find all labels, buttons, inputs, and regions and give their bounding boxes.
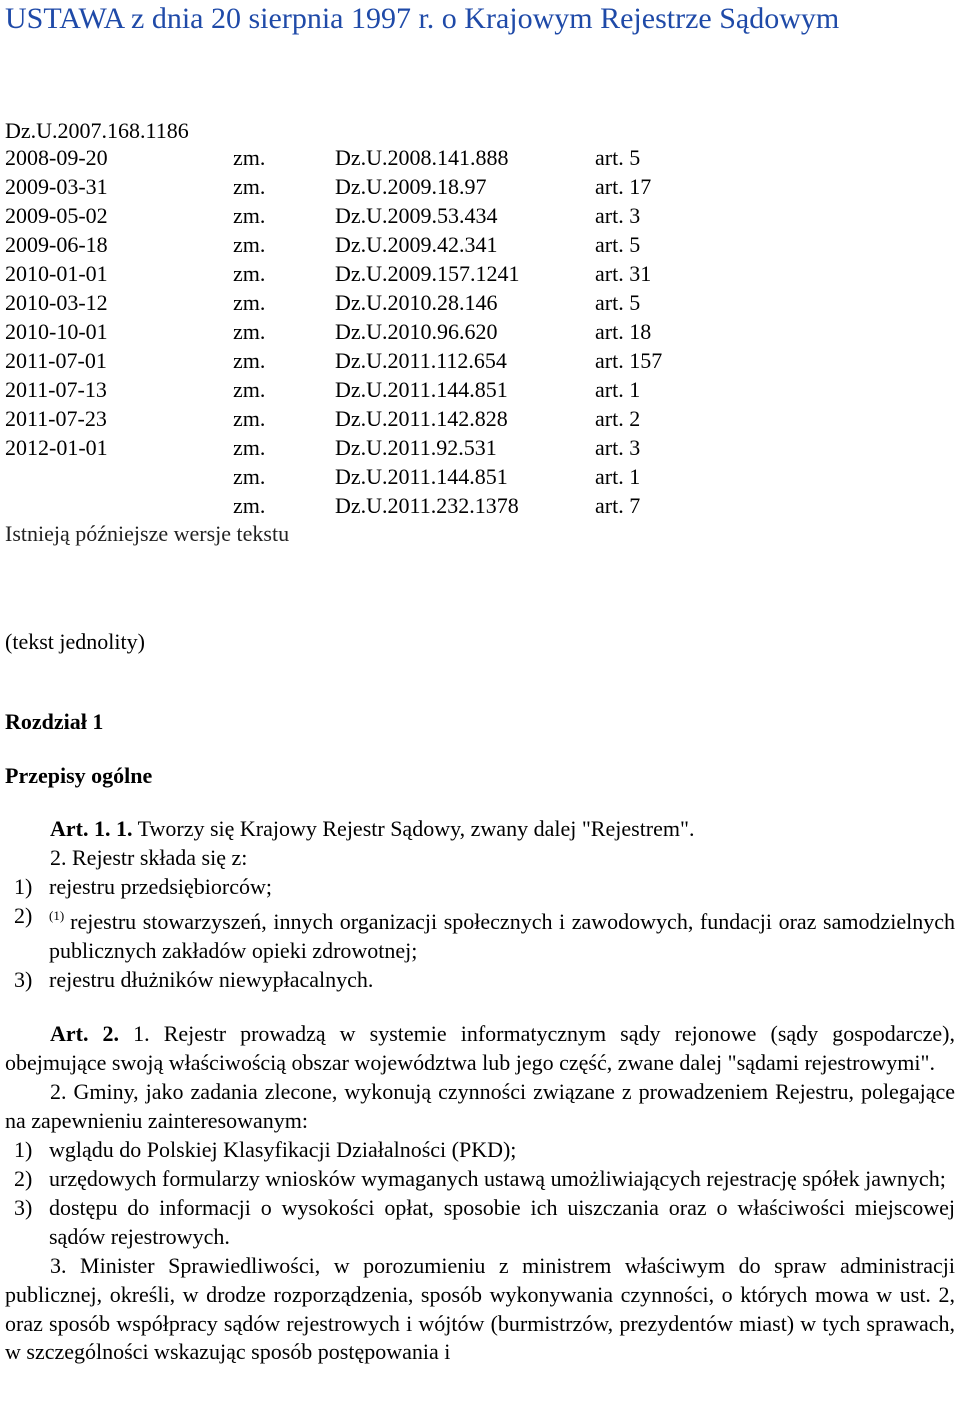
list-item-text: urzędowych formularzy wniosków wymaganych ustawą umożliwiających rejestrację spółek jawnych;: [49, 1165, 946, 1191]
amendment-journal-ref[interactable]: Dz.U.2011.144.851: [335, 377, 508, 402]
amendment-journal-ref[interactable]: Dz.U.2011.144.851: [335, 464, 508, 489]
amendment-type: zm.: [233, 319, 266, 344]
art1-list-item: [5, 902, 955, 966]
amendment-article: art. 157: [595, 348, 663, 373]
list-item-text: rejestru dłużników niewypłacalnych.: [49, 966, 374, 992]
amendment-row: [5, 462, 705, 491]
law-body: [5, 815, 955, 1367]
art2-list-item: [5, 1136, 955, 1165]
amendment-row: [5, 172, 705, 201]
amendments-table: [5, 143, 705, 520]
amendment-article: art. 7: [595, 493, 641, 518]
art1-list-item: [5, 966, 955, 995]
amendment-date: 2009-05-02: [5, 203, 108, 228]
amendment-date: 2010-03-12: [5, 290, 108, 315]
amendment-journal-ref[interactable]: Dz.U.2009.42.341: [335, 232, 498, 257]
art1-p2-number: 2.: [50, 844, 67, 870]
list-item-number: 1): [14, 1137, 33, 1163]
amendment-type: zm.: [233, 261, 266, 286]
amendment-type: zm.: [233, 493, 266, 518]
art2-list-item: [5, 1194, 955, 1252]
art2-paragraph-2: [5, 1078, 955, 1136]
amendment-row: [5, 346, 705, 375]
amendment-date: 2008-09-20: [5, 145, 108, 170]
amendment-article: art. 5: [595, 145, 641, 170]
art2-p3-number: 3.: [50, 1252, 67, 1278]
amendment-article: art. 5: [595, 290, 641, 315]
amendment-journal-ref[interactable]: Dz.U.2009.157.1241: [335, 261, 520, 286]
consolidated-text-note: (tekst jednolity): [5, 629, 145, 654]
amendment-row: [5, 404, 705, 433]
amendment-row: [5, 201, 705, 230]
amendment-journal-ref[interactable]: Dz.U.2011.112.654: [335, 348, 507, 373]
amendment-article: art. 17: [595, 174, 652, 199]
list-item-number: 2): [14, 902, 33, 928]
list-item-text: rejestru przedsiębiorców;: [49, 873, 272, 899]
amendment-journal-ref[interactable]: Dz.U.2011.92.531: [335, 435, 497, 460]
amendment-article: art. 1: [595, 464, 641, 489]
amendment-row: [5, 259, 705, 288]
amendment-type: zm.: [233, 203, 266, 228]
amendment-journal-ref[interactable]: Dz.U.2010.96.620: [335, 319, 498, 344]
amendment-type: zm.: [233, 145, 266, 170]
amendment-date: 2010-01-01: [5, 261, 108, 286]
amendment-date: 2012-01-01: [5, 435, 108, 460]
art1-p1-text: Tworzy się Krajowy Rejestr Sądowy, zwany dalej "Rejestrem".: [132, 816, 695, 841]
amendment-row: [5, 317, 705, 346]
list-item-text: rejestru stowarzyszeń, innych organizacji społecznych i zawodowych, fundacji oraz samodzielnych publicznych zakładów opieki zdrowotnej;: [49, 908, 955, 963]
amendment-article: art. 1: [595, 377, 641, 402]
list-item-number: 2): [14, 1165, 33, 1191]
amendment-type: zm.: [233, 406, 266, 431]
amendment-journal-ref[interactable]: Dz.U.2011.232.1378: [335, 493, 519, 518]
list-item-text: wglądu do Polskiej Klasyfikacji Działalności (PKD);: [49, 1137, 517, 1163]
amendment-type: zm.: [233, 290, 266, 315]
art2-p1-number: 1.: [133, 1021, 150, 1047]
art1-paragraph-1: [5, 815, 955, 844]
amendment-article: art. 2: [595, 406, 641, 431]
amendment-row: [5, 288, 705, 317]
art1-p1-number: 1.: [115, 816, 133, 841]
amendment-date: 2011-07-01: [5, 348, 107, 373]
list-item-text: dostępu do informacji o wysokości opłat, sposobie ich uiszczania oraz o właściwości miejscowej sądów rejestrowych.: [49, 1194, 955, 1249]
amendment-article: art. 31: [595, 261, 652, 286]
amendment-article: art. 3: [595, 203, 641, 228]
art2-paragraph-3: [5, 1252, 955, 1368]
amendment-row: [5, 433, 705, 462]
amendment-journal-ref[interactable]: Dz.U.2009.53.434: [335, 203, 498, 228]
art2-label: Art. 2.: [50, 1021, 120, 1047]
amendment-date: 2009-03-31: [5, 174, 108, 199]
art1-label: Art. 1.: [50, 816, 111, 841]
art1-p2-text: Rejestr składa się z:: [66, 844, 248, 870]
list-item-number: 3): [14, 966, 33, 992]
amendment-type: zm.: [233, 435, 266, 460]
art2-paragraph-1: [5, 1020, 955, 1078]
amendment-row: [5, 230, 705, 259]
chapter-number: Rozdział 1: [5, 709, 104, 734]
amendment-journal-ref[interactable]: Dz.U.2008.141.888: [335, 145, 509, 170]
footnote-marker[interactable]: (1): [49, 907, 65, 923]
list-item-number: 3): [14, 1194, 33, 1220]
amendment-type: zm.: [233, 232, 266, 257]
amendment-row: [5, 375, 705, 404]
later-versions-note[interactable]: Istnieją późniejsze wersje tekstu: [5, 521, 290, 546]
amendment-journal-ref[interactable]: Dz.U.2011.142.828: [335, 406, 508, 431]
amendment-date: 2009-06-18: [5, 232, 108, 257]
amendment-row: [5, 491, 705, 520]
art1-paragraph-2: [5, 844, 955, 873]
document-title: USTAWA z dnia 20 sierpnia 1997 r. o Krajowym Rejestrze Sądowym: [5, 2, 840, 35]
amendment-type: zm.: [233, 377, 266, 402]
amendment-type: zm.: [233, 464, 266, 489]
art2-p2-number: 2.: [50, 1079, 67, 1105]
art1-list-item: [5, 873, 955, 902]
amendment-row: [5, 143, 705, 172]
amendment-article: art. 5: [595, 232, 641, 257]
list-item-number: 1): [14, 873, 33, 899]
amendment-type: zm.: [233, 174, 266, 199]
amendment-date: 2011-07-13: [5, 377, 107, 402]
art2-p3-text: Minister Sprawiedliwości, w porozumieniu z ministrem właściwym do spraw administracji publicznej, określi, w drodze rozporządzenia, sposób wykonywania czynności, o których mowa w ust. 2, oraz sposób współpracy sądów rejestrowych i wójtów (burmistrzów, prezydentów miast) w tych sprawach, w szczególności wskazując sposób postępowania i: [5, 1252, 955, 1365]
amendment-article: art. 18: [595, 319, 652, 344]
amendment-journal-ref[interactable]: Dz.U.2009.18.97: [335, 174, 487, 199]
amendment-article: art. 3: [595, 435, 641, 460]
amendment-date: 2011-07-23: [5, 406, 107, 431]
amendment-type: zm.: [233, 348, 266, 373]
art2-p2-text: Gminy, jako zadania zlecone, wykonują czynności związane z prowadzeniem Rejestru, polegające na zapewnieniu zainteresowanym:: [5, 1079, 955, 1134]
journal-reference: Dz.U.2007.168.1186: [5, 118, 189, 143]
amendment-journal-ref[interactable]: Dz.U.2010.28.146: [335, 290, 498, 315]
article-spacer: [5, 994, 955, 1020]
amendment-date: 2010-10-01: [5, 319, 108, 344]
art2-p1-text: Rejestr prowadzą w systemie informatycznym sądy rejonowe (sądy gospodarcze), obejmujące swoją właściwością obszar województwa lub jego część, zwane dalej "sądami rejestrowymi".: [5, 1021, 956, 1076]
art2-list-item: [5, 1165, 955, 1194]
chapter-title: Przepisy ogólne: [5, 763, 153, 788]
